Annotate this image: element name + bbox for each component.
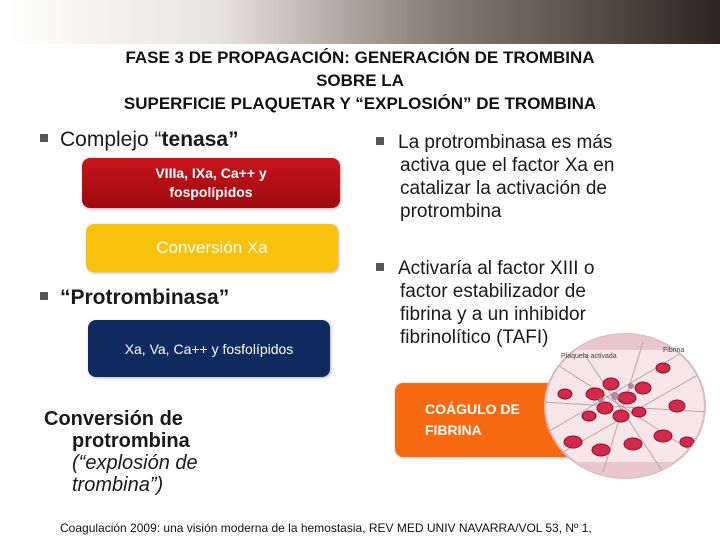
bullet-tenasa (40, 128, 239, 152)
coagulo-line-2: FIBRINA (425, 422, 482, 438)
conversion-protrombina-text (44, 408, 198, 496)
protrombinasa-box-label: Xa, Va, Ca++ y fosfolípidos (124, 340, 294, 357)
conversion-xa-label: Conversión Xa (156, 238, 268, 257)
bullet2-line-2: factor estabilizador de (400, 281, 586, 302)
coagulo-line-1: COÁGULO DE (425, 401, 520, 417)
bullet-square-icon (376, 263, 384, 271)
conv-line-2: protrombina (72, 430, 190, 452)
bullet-protrombinasa-activa (376, 131, 614, 223)
citation-footer: Coagulación 2009: una visión moderna de la hemostasia, REV MED UNIV NAVARRA/VOL 53, Nº 1, (60, 521, 592, 535)
slide-title (30, 46, 690, 115)
conv-line-4: trombina”) (72, 474, 164, 496)
tenasa-prefix: Complejo “ (60, 128, 162, 151)
illus-label-plaqueta: Plaqueta activada (561, 353, 617, 360)
bullet-square-icon (40, 134, 48, 142)
illus-label-fibrina: Fibrina (663, 347, 685, 354)
protrombinasa-label: “Protrombinasa” (60, 286, 230, 309)
fibrin-clot-illustration (543, 332, 707, 480)
bullet2-line-1: Activaría al factor XIII o (398, 258, 595, 279)
tenasa-box-line-1: VIIIa, IXa, Ca++ y (155, 165, 267, 181)
bullet-square-icon (376, 137, 384, 145)
tenasa-box-line-2: fospolípidos (169, 184, 253, 200)
bullet-square-icon (40, 292, 48, 300)
title-line-2: SOBRE LA (316, 71, 404, 90)
bullet1-line-2: activa que el factor Xa en (400, 155, 615, 176)
bullet2-line-4: fibrinolítico (TAFI) (400, 327, 549, 348)
title-line-3: SUPERFICIE PLAQUETAR Y “EXPLOSIÓN” DE TROMBINA (123, 94, 597, 113)
protrombinasa-components-box (88, 320, 330, 377)
title-line-1: FASE 3 DE PROPAGACIÓN: GENERACIÓN DE TROMBINA (125, 48, 595, 67)
conversion-xa-box (86, 224, 338, 272)
header-gradient-bar (0, 0, 720, 44)
bullet-protrombinasa (40, 286, 229, 310)
conv-line-1: Conversión de (44, 408, 183, 430)
tenasa-bold: tenasa” (161, 128, 239, 151)
bullet1-line-4: protrombina (400, 201, 502, 222)
bullet1-line-3: catalizar la activación de (400, 178, 607, 199)
conv-line-3: (“explosión de (72, 452, 198, 474)
tenasa-components-box (82, 158, 340, 208)
bullet2-line-3: fibrina y a un inhibidor (400, 304, 586, 325)
bullet1-line-1: La protrombinasa es más (398, 132, 613, 153)
